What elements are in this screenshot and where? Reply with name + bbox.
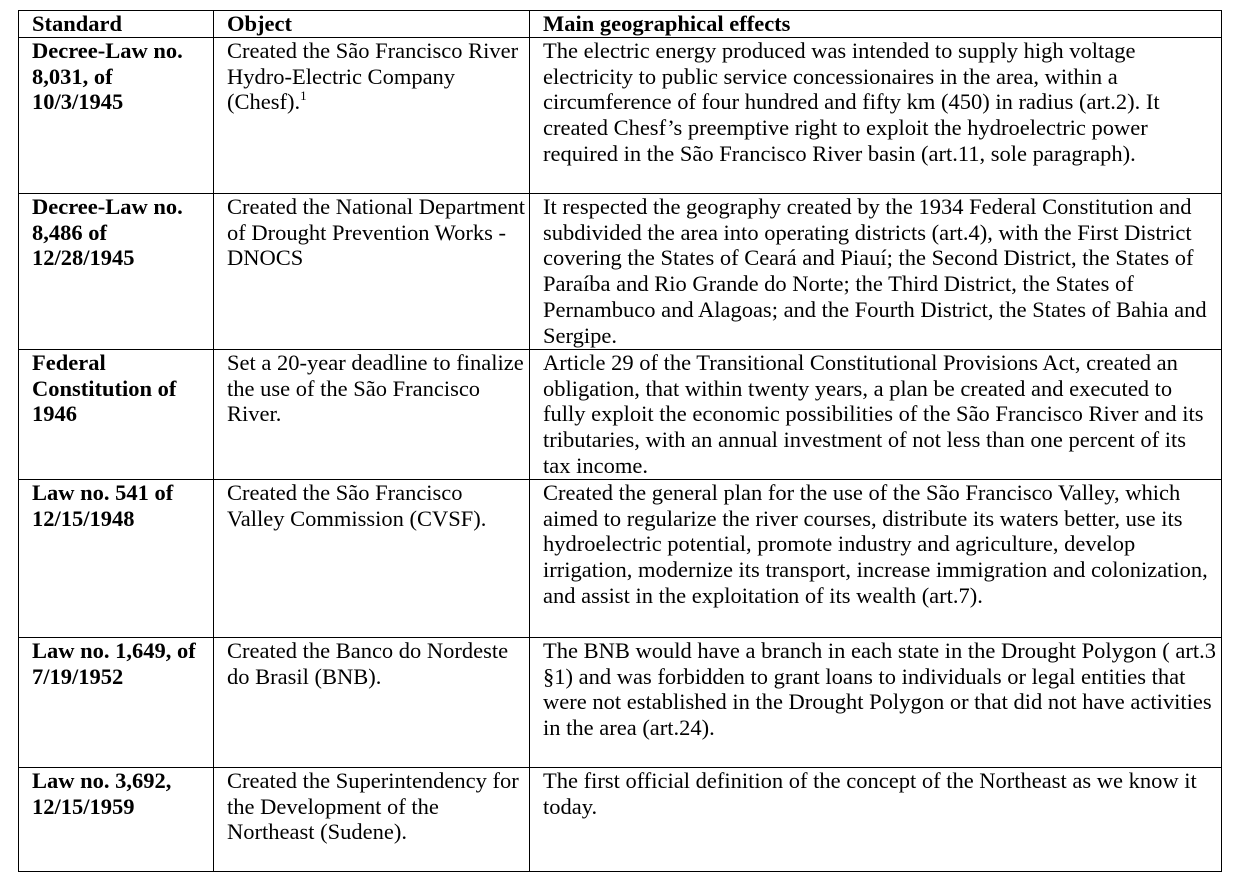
object-cell: Created the Superintendency for the Development of the Northeast (Sudene). [214,767,530,871]
standard-cell: Law no. 541 of 12/15/1948 [19,479,214,637]
table-row [19,767,1222,871]
object-cell: Created the National Department of Drought Prevention Works - DNOCS [214,193,530,349]
footnote-marker: 1 [300,88,307,104]
object-cell [214,37,530,193]
object-cell: Created the São Francisco Valley Commission (CVSF). [214,479,530,637]
effects-cell: The electric energy produced was intended to supply high voltage electricity to public service concessionaires in the area, within a circumference of four hundred and fifty km (450) in radius (art.2). It created Chesf’s preemptive right to exploit the hydroelectric power required in the São Francisco River basin (art.11, sole paragraph). [530,37,1222,193]
table-row [19,637,1222,767]
standard-cell: Law no. 3,692, 12/15/1959 [19,767,214,871]
standard-cell: Federal Constitution of 1946 [19,349,214,479]
header-standard: Standard [19,11,214,38]
table-row [19,193,1222,349]
effects-cell: The first official definition of the concept of the Northeast as we know it today. [530,767,1222,871]
object-text: Created the São Francisco River Hydro-Electric Company (Chesf). [227,37,519,115]
standard-cell: Law no. 1,649, of 7/19/1952 [19,637,214,767]
standard-cell: Decree-Law no. 8,486 of 12/28/1945 [19,193,214,349]
legislation-table [18,10,1222,872]
table-row [19,37,1222,193]
header-effects: Main geographical effects [530,11,1222,38]
standard-cell: Decree-Law no. 8,031, of 10/3/1945 [19,37,214,193]
effects-cell: It respected the geography created by the 1934 Federal Constitution and subdivided the area into operating districts (art.4), with the First District covering the States of Ceará and Piauí; the Second District, the States of Paraíba and Rio Grande do Norte; the Third District, the States of Pernambuco and Alagoas; and the Fourth District, the States of Bahia and Sergipe. [530,193,1222,349]
object-cell: Created the Banco do Nordeste do Brasil (BNB). [214,637,530,767]
effects-cell: Created the general plan for the use of the São Francisco Valley, which aimed to regularize the river courses, distribute its waters better, use its hydroelectric potential, promote industry and agriculture, develop irrigation, modernize its transport, increase immigration and colonization, and assist in the exploitation of its wealth (art.7). [530,479,1222,637]
header-object: Object [214,11,530,38]
object-cell: Set a 20-year deadline to finalize the use of the São Francisco River. [214,349,530,479]
effects-cell: The BNB would have a branch in each state in the Drought Polygon ( art.3 §1) and was forbidden to grant loans to individuals or legal entities that were not established in the Drought Polygon or that did not have activities in the area (art.24). [530,637,1222,767]
table-row [19,349,1222,479]
header-row [19,11,1222,38]
table-row [19,479,1222,637]
effects-cell: Article 29 of the Transitional Constitutional Provisions Act, created an obligation, that within twenty years, a plan be created and executed to fully exploit the economic possibilities of the São Francisco River and its tributaries, with an annual investment of not less than one percent of its tax income. [530,349,1222,479]
